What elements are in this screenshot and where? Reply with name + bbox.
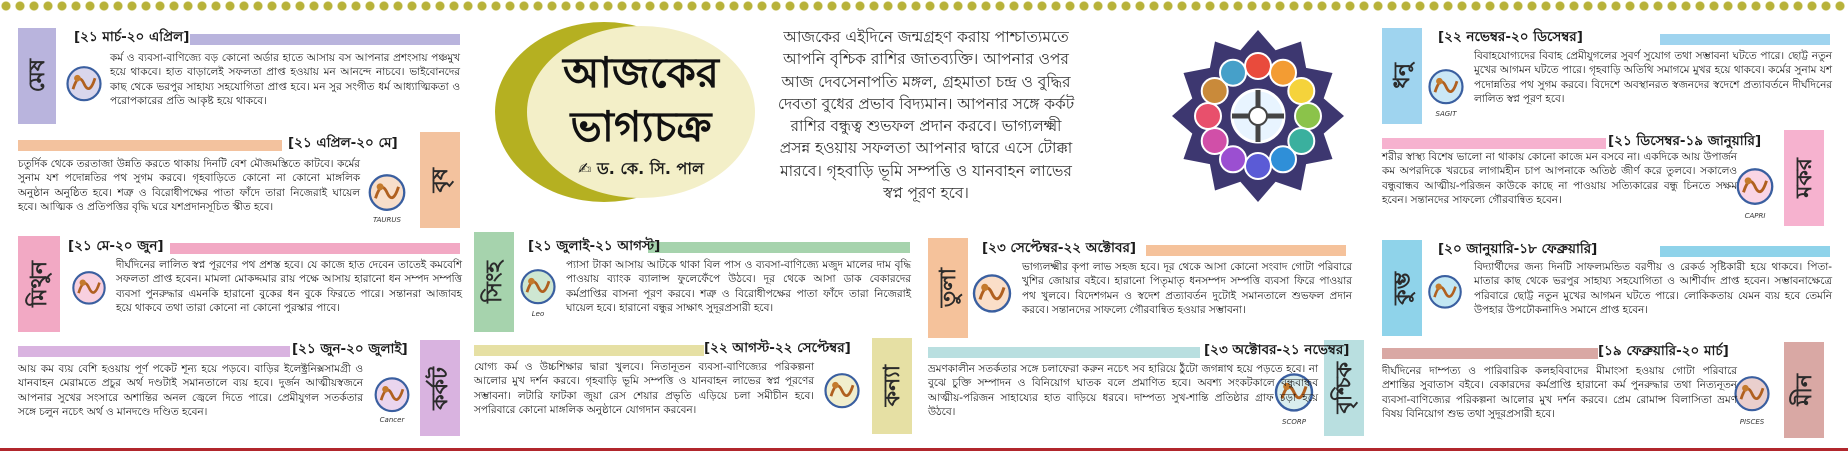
header-color-bar <box>1660 34 1830 45</box>
sign-forecast-text: আয় কম ব্যয় বেশি হওয়ায় পূর্ণ পকেট শূন্য হয়ে পড়বে। বাড়ির ইলেক্ট্রনিক্সসামগ্রী ও যানবাহন মেরামতে প্রচুর অর্থ দণ্ডটাই সমানতালে ব্যয় হবে। দুর্জন আত্মীয়স্বজনে আপনার সুখের সংসারে অশান্তির অনল জ্বেলে দিতে পারে। প্রেমীযুগল সতর্কতার সঙ্গে চলুন নচেৎ অর্থ ও মানদণ্ডে দণ্ডিত হবেন। <box>18 363 363 418</box>
sign-forecast-text: দীর্ঘদিনের দাম্পত্য ও পারিবারিক কলহবিবাদের মীমাংসা হওয়ায় গোটা পরিবারে প্রশান্তির সুবাতাস বইবে। বেকারদের কর্মপ্রাপ্তি হারানো কর্ম পুনরুদ্ধার তথা নিত্যনূতন ব্যবসা-বাণিজ্যের পরিকল্পনা আলোর মুখ দর্শন করবে। প্রেম রোমান্স বিলাসিতা ভ্রমণ বিষয় বিনিয়োগ শুভ তথা সুদূরপ্রসারী হবে। <box>1382 365 1737 420</box>
sign-name: কর্কট <box>427 366 453 410</box>
sign-name-tab <box>474 232 514 332</box>
sign-name-tab <box>420 340 460 436</box>
header-color-bar <box>1146 245 1346 256</box>
sign-date-range: [২০ জানুয়ারি-১৮ ফেব্রুয়ারি] <box>1438 241 1598 257</box>
sign-date-range: [২৩ অক্টোবর-২১ নভেম্বর] <box>1204 342 1350 358</box>
capricorn-icon <box>1732 162 1778 218</box>
zodiac-icon-caption: SCORP <box>1282 418 1306 426</box>
header-color-bar <box>474 345 704 356</box>
header-color-bar <box>18 346 290 357</box>
sign-date-range: [২১ এপ্রিল-২০ মে] <box>288 135 398 151</box>
wheel-sign-circle <box>1220 60 1246 86</box>
title-card <box>495 22 757 202</box>
sign-date-range: [২১ জুলাই-২১ আগস্ট] <box>528 238 661 254</box>
header-color-bar <box>1382 348 1598 359</box>
gemini-icon <box>68 268 110 314</box>
wheel-sign-circle <box>1288 78 1314 104</box>
sign-name: ধনু <box>1389 63 1415 89</box>
zodiac-icon-caption: PISCES <box>1739 418 1765 426</box>
sign-forecast-text: ভ্রমণকালীন সতর্কতার সঙ্গে চলাফেরা করুন নচেৎ সব হারিয়ে ঠুঁটো জগন্নাথ হয়ে পড়তে হবে। না বুঝে চুক্তি সম্পাদন ও বিনিয়োগ ঘাতক বলে প্রমাণিত হবে। অবশ্য সংকটকালে বন্ধুবান্ধব আত্মীয়-পরিজন সাহায্যের হাত বাড়িয়ে ধরবে। দাম্পত্য সুখ-শান্তি প্রতিষ্ঠার গ্রাফ চড়া হয়ে উঠবে। <box>928 363 1318 418</box>
sign-name: মকর <box>1791 158 1817 198</box>
libra-icon <box>968 270 1016 324</box>
sign-date-range: [২৩ সেপ্টেম্বর-২২ অক্টোবর] <box>982 240 1137 256</box>
birthday-intro-text: আজকের এইদিনে জন্মগ্রহণ করায় পাশ্চাত্যমতে আপনি বৃশ্চিক রাশির জাতব্যক্তি। আপনার ওপর আজ দেবসেনাপতি মঙ্গল, গ্রহমাতা চন্দ্র ও বুদ্ধির দেবতা বুধের প্রভাব বিদ্যমান। আপনার সঙ্গে কর্কট রাশির বন্ধুত্ব শুভফল প্রদান করবে। ভাগ্যলক্ষ্মী প্রসন্ন হওয়ায় সফলতা আপনার দ্বারে এসে টোক্কা মারবে। গৃহবাড়ি ভূমি সম্পত্তি ও যানবাহন লাভের স্বপ্ন পূরণ হবে। <box>777 28 1075 203</box>
sign-forecast-text: যোগ্য কর্ম ও উচ্চশিক্ষার দ্বারা খুলবে। নিতানূতন ব্যবসা-বাণিজ্যের পরিকল্পনা আলোর মুখ দর্শন করবে। গৃহবাড়ি ভূমি সম্পত্তি ও যানবাহন লাভের স্বপ্ন পূরণের সম্ভাবনা। লটারি ফাটকা জুয়া রেস শেয়ার প্রভৃতি এড়িয়ে চলা সমীচীন হবে। সপরিবারে কোনো মাঙ্গলিক অনুষ্ঠানে যোগদান করবেন। <box>474 361 814 416</box>
header-color-bar <box>928 347 1200 358</box>
sign-name: কন্যা <box>879 365 905 407</box>
sign-forecast-text: প্যাসা টাকা আসায় আটকে থাকা বিল পাস ও ব্যবসা-বাণিজ্যে মজুদ মালের দাম বৃদ্ধি পাওয়ায় ব্যাংক ব্যালান্স ফুলেফেঁপে উঠবে। দূর থেকে আসা ডাক বেকারদের কর্মপ্রাপ্তির বাসনা পূরণ করবে। শত্রু ও বিরোধীপক্ষের পাতা ফাঁদে তারা নিজেরাই ঘায়েল হবে। হারানো বন্ধুর সাক্ষাৎ সুদূরপ্রসারী হবে। <box>566 259 911 314</box>
sign-name: বৃষ <box>427 167 453 193</box>
cancer-icon <box>370 374 414 422</box>
sign-name-tab <box>1382 240 1422 336</box>
sign-forecast-text: বিবাহযোগ্যদের বিবাহ প্রেমীযুগলের সুবর্ণ সুযোগ তথা সম্ভাবনা ঘটতে পারে। ছোট্ট নতুন মুখের আগমন ঘটতে পারে। গৃহবাড়ি অতিথি সমাগমে মুখর হয়ে থাকবে। কর্মের সুনাম যশ পদোন্নতির পথ সুগম করবে। বিদেশে অবস্থানরত স্বজনদের স্বদেশে প্রত্যাবর্তনে দীর্ঘদিনের লালিত স্বপ্ন পূরণ হবে। <box>1474 50 1832 105</box>
zodiac-icon-caption: SAGIT <box>1435 110 1457 118</box>
aquarius-icon <box>1424 270 1466 320</box>
sign-forecast-text: ভাগ্যলক্ষ্মীর কৃপা লাভ সহজ হবে। দূর থেকে আসা কোনো সংবাদ গোটা পরিবারে খুশির জোয়ার বইবে। হারানো পিতৃমাতৃ ধনসম্পদ সম্পত্তি ব্যবসা ফিরে পাওয়ার পথ খুলবে। বিদেশগমন ও স্বদেশ প্রত্যাবর্তন দুটোই সমানতালে শুভফল প্রদান করবে। সন্তানদের সাফল্যে গৌরবান্বিত হওয়ার সম্ভাবনা। <box>1022 261 1352 316</box>
taurus-icon <box>364 170 410 222</box>
sign-date-range: [২২ নভেম্বর-২০ ডিসেম্বর] <box>1438 29 1583 45</box>
sign-name-tab <box>1784 130 1824 226</box>
sign-date-range: [২১ ডিসেম্বর-১৯ জানুয়ারি] <box>1608 133 1762 149</box>
sign-name: কুম্ভ <box>1389 271 1415 305</box>
virgo-icon <box>820 368 864 420</box>
wheel-sign-circle <box>1245 53 1271 79</box>
zodiac-wheel-icon <box>1170 28 1346 204</box>
sign-date-range: [২১ জুন-২০ জুলাই] <box>292 341 408 357</box>
sign-name-tab <box>928 238 968 338</box>
zodiac-icon-caption: Leo <box>531 310 545 318</box>
wheel-sign-circle <box>1295 103 1321 129</box>
page-title-line2: ভাগ্যচক্র <box>570 102 712 151</box>
sign-name: সিংহ <box>481 261 507 303</box>
sagittarius-icon <box>1424 64 1468 116</box>
sign-name-tab <box>1784 342 1824 438</box>
header-color-bar <box>1382 138 1606 149</box>
sign-name: বৃশ্চিক <box>1331 362 1357 414</box>
sign-name-tab <box>1382 28 1422 124</box>
sign-name-tab <box>18 28 56 124</box>
wheel-sign-circle <box>1195 103 1221 129</box>
sign-date-range: [১৯ ফেব্রুয়ারি-২০ মার্চ] <box>1598 343 1729 359</box>
wheel-sign-circle <box>1245 153 1271 179</box>
sign-forecast-text: কর্ম ও ব্যবসা-বাণিজ্যে বড় কোনো অর্ডার হাতে আসায় বস আপনার প্রশংসায় পঞ্চমুখ হয়ে থাকবে। হাত বাড়ালেই সফলতা প্রাপ্ত হওয়ায় মন আনন্দে নাচবে। ভাইবোনদের কাছ থেকে ভরপুর সাহায্য সহযোগিতা প্রাপ্ত হবে। মন সুর সংগীত ধর্ম আধ্যাত্মিকতা ও পরোপকারের প্রতি আকৃষ্ট হয়ে থাকবে। <box>110 52 460 107</box>
bottom-rule <box>0 448 1848 451</box>
sign-name-tab <box>420 132 460 228</box>
sign-date-range: [২১ মে-২০ জুন] <box>68 238 164 254</box>
header-color-bar <box>1660 246 1830 257</box>
sign-name: মেষ <box>24 59 50 93</box>
sign-name: মীন <box>1791 374 1817 406</box>
aries-icon <box>62 62 106 112</box>
sign-forecast-text: দীর্ঘদিনের লালিত স্বপ্ন পূরণের পথ প্রশস্ত হবে। যে কাজে হাত দেবেন তাতেই কমবেশি সফলতা প্রাপ্ত হবেন। মামলা মোকদ্দমার রায় পক্ষে আসায় হারানো ধন সম্পদ সম্পত্তি ব্যবসা পুনরুদ্ধার এমনকি হারানো বুকের ধন বুকে ফিরতে পারে। সন্তানরা আজাবহ হয়ে থাকবে তথা তারা কোনো না কোনো পুরস্কার পাবে। <box>116 259 462 314</box>
sign-name-tab <box>872 338 912 434</box>
wheel-sign-circle <box>1202 128 1228 154</box>
header-color-bar <box>190 34 460 45</box>
sign-name-tab <box>18 236 60 332</box>
zodiac-icon-caption: Cancer <box>379 416 405 424</box>
header-color-bar <box>18 140 282 151</box>
page-title-line1: আজকের <box>563 48 719 97</box>
wheel-sign-circle <box>1270 146 1296 172</box>
sign-forecast-text: চতুর্দিক থেকে তরতাজা উন্নতি করতে থাকায় দিনটি বেশ মৌজমস্তিতে কাটবে। কর্মের সুনাম যশ পদোন্নতির পথ সুগম করবে। গৃহবাড়িতে কোনো না কোনো মাঙ্গলিক অনুষ্ঠান অনুষ্ঠিত হবে। শত্রু ও বিরোধীপক্ষের পাতা ফাঁদে তারা নিজেরাই ঘায়েল হবে। আত্মিক ও প্রতিপত্তির বৃদ্ধি ঘরে যশপ্রদানসূচিত স্কীত হবে। <box>18 158 360 213</box>
sign-date-range: [২১ মার্চ-২০ এপ্রিল] <box>74 29 190 45</box>
header-color-bar <box>648 242 910 253</box>
sign-name: মিথুন <box>26 261 52 307</box>
sign-forecast-text: বিদ্যার্থীদের জন্য দিনটি সাফল্যমন্ডিত বরণীয় ও রেকর্ড সৃষ্টিকারী হয়ে থাকবে। পিতা-মাতার কাছ থেকে ভরপুর সাহায্য সহযোগিতা ও আশীর্বাদ প্রাপ্ত হবেন। সম্ভাবনাক্ষেত্রে পরিবারে ছোট্ট নতুন মুখের আগমন ঘটতে পারে। লোকিকতায় যেমন ব্যয় হবে তেমনি উপহার উপঢৌকনাদিও সমানে প্রাপ্ত হবেন। <box>1474 261 1832 316</box>
author-byline: ✍ ড. কে. সি. পাল <box>578 159 704 178</box>
sign-forecast-text: শরীর স্বাস্থ্য বিশেষ ভালো না থাকায় কোনো কাজে মন বসবে না। একদিকে আয় উপার্জন কম অপরদিকে খরচের লাগামহীন চাপ আপনাকে অতিষ্ঠ জীর্ণ করে তুলবে। সকালেও বন্ধুবান্ধব আত্মীয়-পরিজন কাউকে কাছে না পাওয়ায় সত্যিকারের বন্ধু চিনতে সক্ষম হবেন। সন্তানদের সাফল্যে গৌরবান্বিত হবেন। <box>1382 151 1737 206</box>
sign-date-range: [২২ আগস্ট-২২ সেপ্টেম্বর] <box>704 340 851 356</box>
dotted-top-border <box>0 0 1848 12</box>
zodiac-icon-caption: CAPRI <box>1744 212 1766 220</box>
header-color-bar <box>170 243 460 254</box>
zodiac-icon-caption: TAURUS <box>373 216 401 224</box>
leo-icon <box>516 264 560 316</box>
sign-name: তুলা <box>935 268 961 308</box>
